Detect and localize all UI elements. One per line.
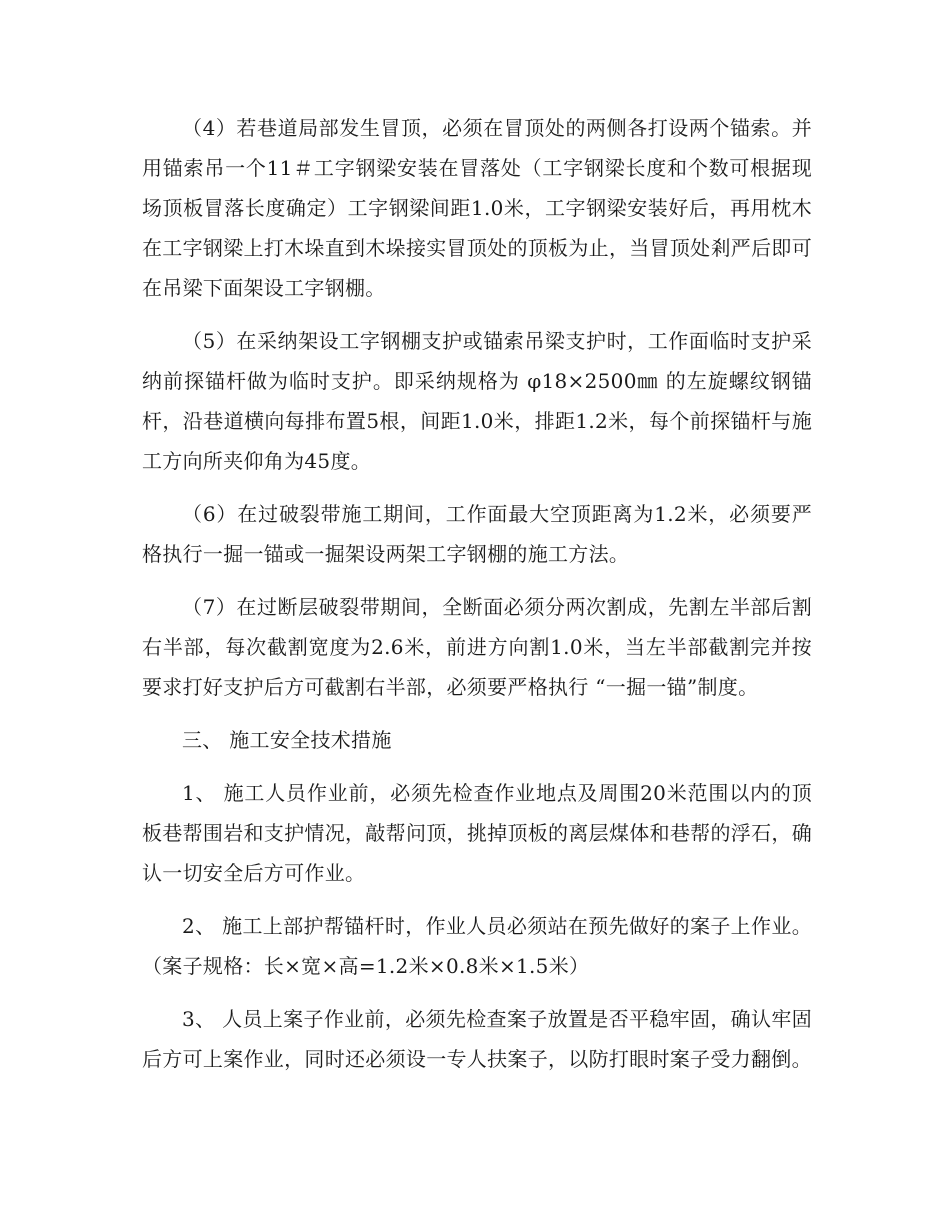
paragraph-item-7: （7）在过断层破裂带期间，全断面必须分两次割成，先割左半部后割右半部，每次截割宽度为2.6米，前进方向割1.0米，当左半部截割完并按要求打好支护后方可截割右半部，必须要严格执行 “一掘一锚”制度。 bbox=[142, 595, 812, 699]
safety-measure-1: 1、 施工人员作业前，必须先检查作业地点及周围20米范围以内的顶板巷帮围岩和支护情况，敲帮问顶，挑掉顶板的离层煤体和巷帮的浮石，确认一切安全后方可作业。 bbox=[142, 781, 812, 885]
safety-measure-2: 2、 施工上部护帮锚杆时，作业人员必须站在预先做好的案子上作业。（案子规格：长×宽×高=1.2米×0.8米×1.5米） bbox=[142, 914, 812, 978]
section-heading: 三、 施工安全技术措施 bbox=[182, 728, 392, 752]
paragraph-item-4: （4）若巷道局部发生冒顶，必须在冒顶处的两侧各打设两个锚索。并用锚索吊一个11＃工字钢梁安装在冒落处（工字钢梁长度和个数可根据现场顶板冒落长度确定）工字钢梁间距1.0米，工字钢梁安装好后，再用枕木在工字钢梁上打木垛直到木垛接实冒顶处的顶板为止，当冒顶处剎严后即可在吊梁下面架设工字钢棚。 bbox=[142, 116, 812, 300]
document-body bbox=[142, 108, 812, 1079]
paragraph-item-5: （5）在采纳架设工字钢棚支护或锚索吊梁支护时，工作面临时支护采纳前探锚杆做为临时支护。即采纳规格为 φ18×2500㎜ 的左旋螺纹钢锚杆，沿巷道横向每排布置5根，间距1.0米，排距1.2米，每个前探锚杆与施工方向所夹仰角为45度。 bbox=[142, 329, 812, 473]
paragraph-item-6: （6）在过破裂带施工期间，工作面最大空顶距离为1.2米，必须要严格执行一掘一锚或一掘架设两架工字钢棚的施工方法。 bbox=[142, 502, 812, 566]
safety-measure-3: 3、 人员上案子作业前，必须先检查案子放置是否平稳牢固，确认牢固后方可上案作业，同时还必须设一专人扶案子，以防打眼时案子受力翻倒。 bbox=[142, 1007, 812, 1071]
